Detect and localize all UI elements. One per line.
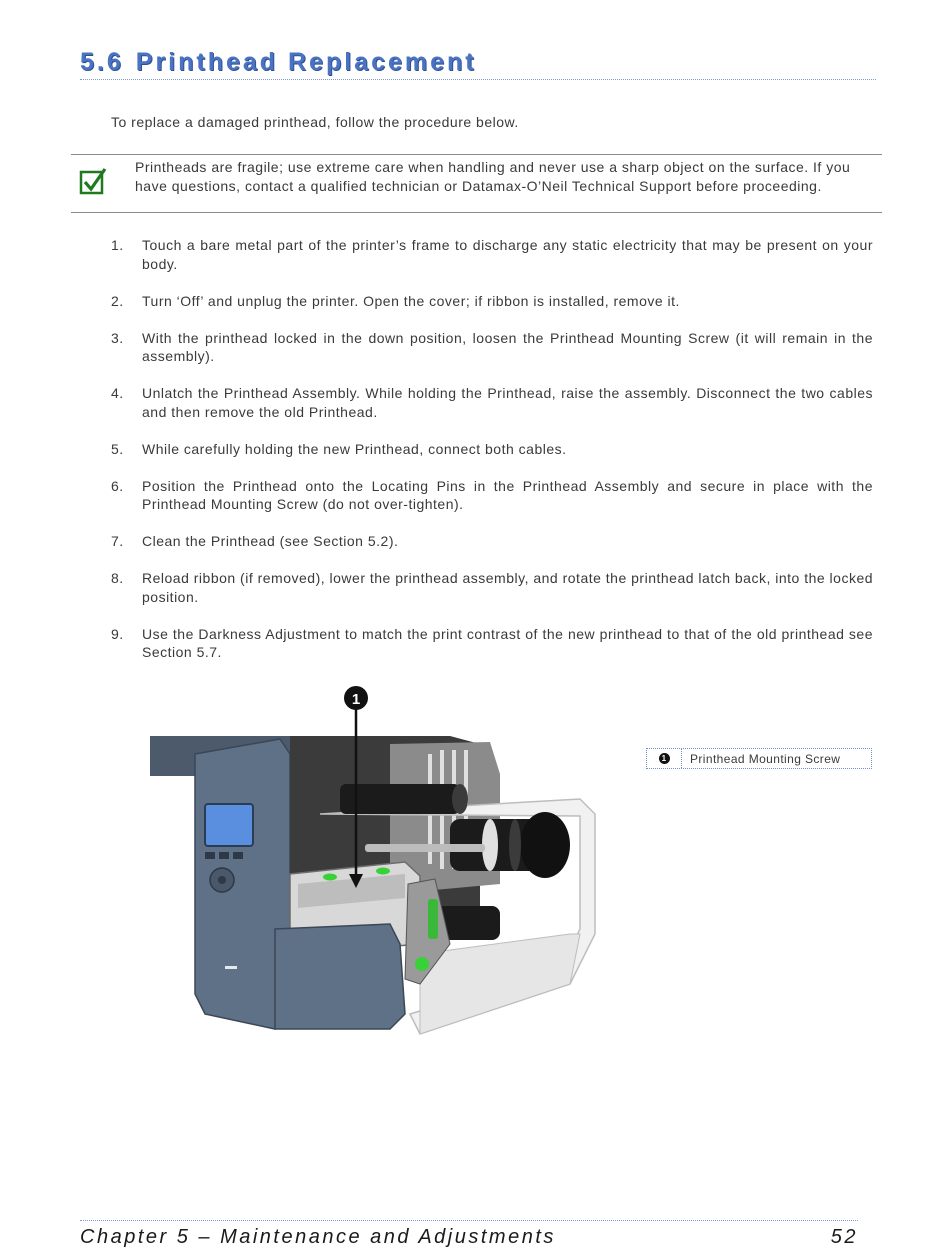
front-flap [275, 924, 405, 1029]
step-3 [111, 329, 873, 366]
step-1 [111, 236, 873, 273]
guide-rod [365, 844, 485, 852]
footer-chapter: Chapter 5 – Maintenance and Adjustments [80, 1226, 556, 1248]
callout-number: 1 [351, 691, 361, 708]
section-title-text: Printhead Replacement [135, 48, 477, 76]
step-number: 2. [111, 292, 124, 309]
step-text: Use the Darkness Adjustment to match the print contrast of the new printhead to that of the old printhead see Section 5.7. [142, 625, 873, 660]
step-text: Reload ribbon (if removed), lower the printhead assembly, and rotate the printhead latch back, into the locked position. [142, 570, 874, 605]
legend-label: Printhead Mounting Screw [690, 751, 841, 766]
step-6 [111, 477, 873, 514]
step-7 [111, 532, 873, 551]
step-text: Turn ‘Off’ and unplug the printer. Open the cover; if ribbon is installed, remove it. [142, 292, 680, 309]
step-text: Touch a bare metal part of the printer’s frame to discharge any static electricity that may be present on your body. [142, 237, 873, 272]
figure-legend [646, 748, 872, 769]
checkmark-box-icon [79, 167, 107, 195]
printer-display [205, 804, 253, 846]
section-number: 5.6 [80, 48, 124, 76]
page-footer [80, 1220, 858, 1249]
printer-slot [225, 966, 237, 969]
step-text: With the printhead locked in the down position, loosen the Printhead Mounting Screw (it will remain in the assembly). [142, 329, 873, 364]
legend-badge: 1 [659, 753, 670, 764]
step-5 [111, 440, 873, 459]
procedure-steps [111, 236, 873, 680]
legend-badge-cell [647, 749, 682, 768]
note-text: Printheads are fragile; use extreme care when handling and never use a sharp object on the surface. If you have questions, contact a qualified technician or Datamax-O’Neil Technical Support before proceeding. [135, 159, 851, 194]
step-text: While carefully holding the new Printhead, connect both cables. [142, 440, 567, 457]
step-9 [111, 625, 873, 662]
step-8 [111, 569, 873, 606]
step-2 [111, 292, 873, 311]
section-title [80, 48, 876, 80]
step-number: 5. [111, 440, 124, 457]
step-number: 4. [111, 385, 124, 401]
step-number: 1. [111, 237, 124, 253]
step-number: 7. [111, 533, 124, 549]
step-text: Clean the Printhead (see Section 5.2). [142, 533, 399, 549]
printer-illustration [150, 684, 610, 1044]
intro-text: To replace a damaged printhead, follow the procedure below. [111, 114, 519, 130]
step-text: Position the Printhead onto the Locating Pins in the Printhead Assembly and secure in place with the Printhead Mounting Screw (do not over-tighten). [142, 477, 873, 512]
step-number: 9. [111, 625, 124, 642]
step-number: 6. [111, 477, 124, 494]
step-number: 3. [111, 329, 124, 346]
page-number: 52 [830, 1226, 858, 1248]
step-number: 8. [111, 570, 124, 586]
step-4 [111, 384, 873, 421]
note-box [71, 154, 882, 213]
step-text: Unlatch the Printhead Assembly. While holding the Printhead, raise the assembly. Disconnect the two cables and then remove the old Printhead. [142, 385, 873, 420]
